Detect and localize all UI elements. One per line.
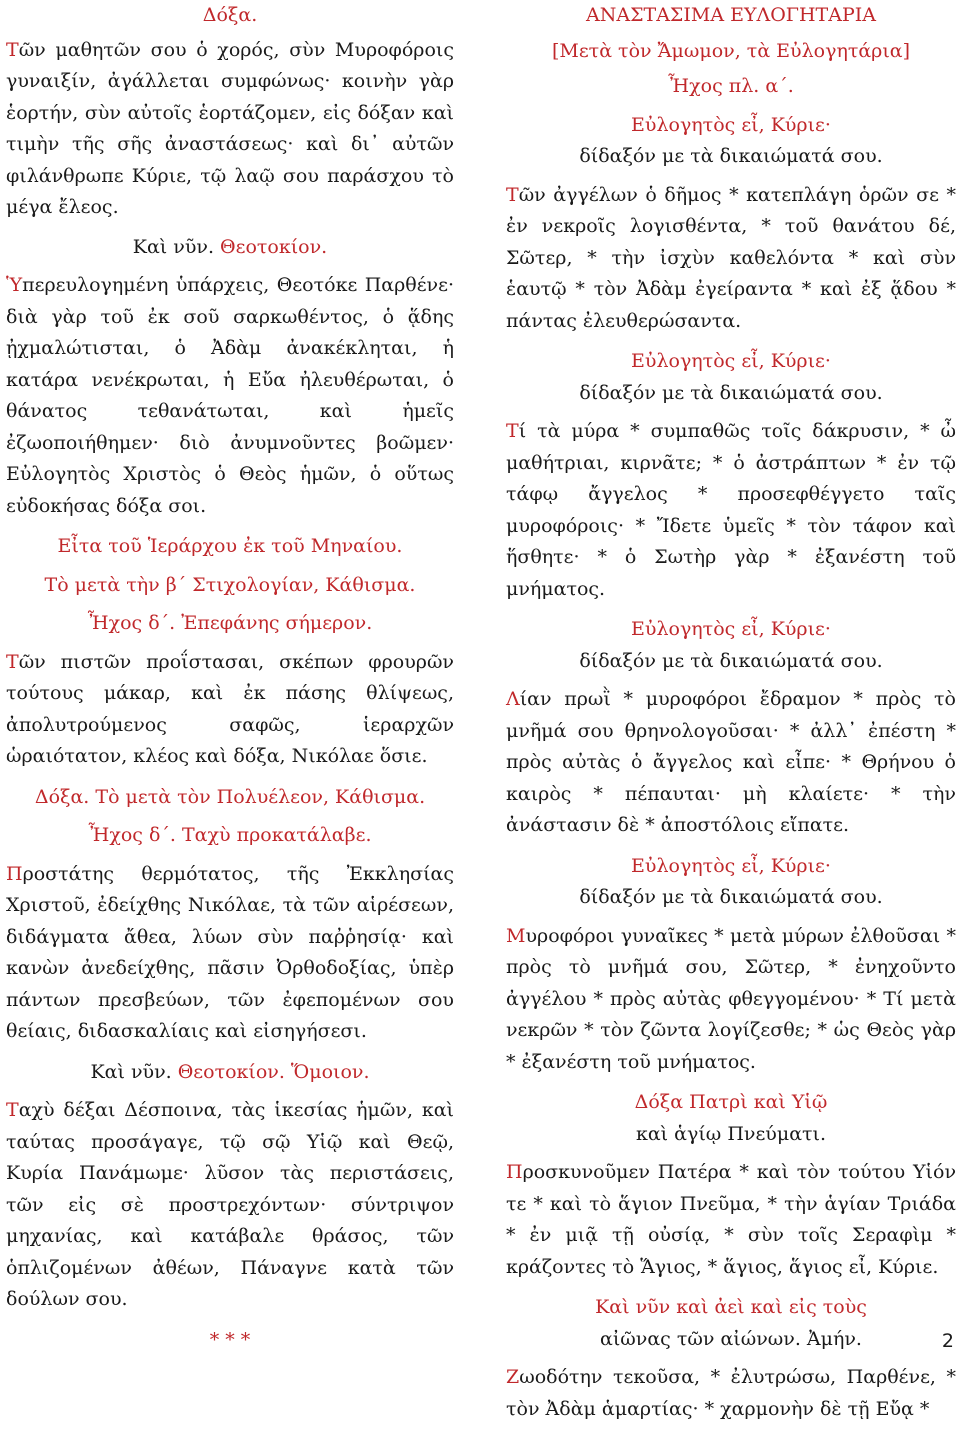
refrain-line-2: δίδαξόν με τὰ δικαιώματά σου.: [579, 886, 883, 908]
paragraph-1: [6, 35, 454, 224]
heading-echos-d: Ἦχος δ´. Ἐπεφάνης σήμερον.: [87, 612, 373, 634]
refrain-line-2: δίδαξόν με τὰ δικαιώματά σου.: [579, 381, 883, 404]
refrain-line-1: Εὐλογητὸς εἶ, Κύριε·: [631, 350, 831, 372]
heading-hierarch: Εἶτα τοῦ Ἱεράρχου ἐκ τοῦ Μηναίου.: [57, 535, 403, 557]
paragraph-text: ροσκυνοῦμεν Πατέρα * καὶ τὸν τούτου Υἱόν τε * καὶ τὸ ἅγιον Πνεῦμα, * τὴν ἁγίαν Τριάδα * ἐν μιᾷ τῇ οὐσίᾳ, * σὺν τοῖς Σεραφὶμ * κράζοντες τὸ Ἅγιος, * ἅγιος, ἅγιος εἶ, Κύριε.: [506, 1161, 956, 1278]
paragraph-text: αχὺ δέξαι Δέσποινα, τὰς ἱκεσίας ἡμῶν, καὶ ταύτας προσάγαγε, τῷ σῷ Υἱῷ καὶ Θεῷ, Κυρία Πανάμωμε· λῦσον τὰς περιστάσεις, τῶν εἰς σὲ προστρεχόντων· σύντριψον μηχανίας, καὶ κατάβαλε θράσος, τῶν ὁπλιζομένων ἀθέων, Πάναγνε κατὰ τῶν δούλων σου.: [6, 1099, 454, 1310]
paragraph-text: ωοδότην τεκοῦσα, * ἐλυτρώσω, Παρθένε, * τὸν Ἀδὰμ ἁμαρτίας· * χαρμονὴν δὲ τῇ Εὔᾳ *: [506, 1366, 956, 1420]
paragraph-text: ῶν μαθητῶν σου ὁ χορός, σὺν Μυροφόροις γυναιξίν, ἀγάλλεται συμφώνως· κοινὴν γὰρ ἑορτήν, σὺν αὐτοῖς ἑορτάζομεν, εἰς δόξαν καὶ τιμὴν τῆς σῆς ἀναστάσεως· καὶ δι᾿ αὐτῶν φιλάνθρωπε Κύριε, τῷ λαῷ σου παράσχου τὸ μέγα ἔλεος.: [6, 38, 454, 218]
refrain-line-1: Εὐλογητὸς εἶ, Κύριε·: [631, 113, 831, 136]
refrain-line-1: Εὐλογητὸς εἶ, Κύριε·: [631, 618, 831, 640]
initial-letter: Τ: [506, 420, 519, 442]
kai-nyn-line-2: αἰῶνας τῶν αἰώνων. Ἀμήν.: [600, 1327, 862, 1350]
refrain-line-1: Εὐλογητὸς εἶ, Κύριε·: [631, 854, 831, 877]
paragraph-2: [6, 270, 454, 522]
refrain-line-2: δίδαξόν με τὰ δικαιώματά σου.: [579, 145, 883, 167]
section-subtitle: [Μετὰ τὸν Ἄμωμον, τὰ Εὐλογητάρια]: [551, 39, 911, 62]
paragraph-text: περευλογημένη ὑπάρχεις, Θεοτόκε Παρθένε· διὰ γὰρ τοῦ ἐκ σοῦ σαρκωθέντος, ὁ ᾅδης ᾐχμαλώτισται, ὁ Ἀδὰμ ἀνακέκληται, ἡ κατάρα νενέκρωται, ἡ Εὔα ἠλευθέρωται, ὁ θάνατος τεθανάτωται, καὶ ἡμεῖς ἐζωοποιήθημεν· διὸ ἀνυμνοῦντες βοῶμεν· Εὐλογητὸς Χριστὸς ὁ Θεὸς ἡμῶν, ὁ οὕτως εὐδοκήσας δόξα σοι.: [6, 274, 454, 517]
paragraph-text: ῶν πιστῶν προΐστασαι, σκέπων φρουρῶν τούτους μάκαρ, καὶ ἐκ πάσης θλίψεως, ἀπολυτρούμενος σαφῶς, ἱεραρχῶν ὡραιότατον, κλέος καὶ δόξα, Νικόλαε ὅσιε.: [6, 650, 454, 767]
paragraph-4: [6, 859, 454, 1048]
heading-echos: Ἦχος πλ. α´.: [668, 75, 794, 97]
doxa-line-1: Δόξα Πατρὶ καὶ Υἱῷ: [634, 1091, 828, 1113]
section-stars: * * *: [209, 1328, 251, 1351]
initial-letter: Τ: [506, 183, 519, 206]
right-column: [506, 0, 956, 1434]
troparion-2: [506, 416, 956, 605]
heading-part: Δόξα.: [34, 785, 90, 808]
heading-red: Θεοτοκίον. Ὅμοιον.: [177, 1060, 370, 1083]
heading-theotokion: [6, 1057, 454, 1089]
paragraph-text: ῶν ἀγγέλων ὁ δῆμος * κατεπλάγη ὁρῶν σε * ἐν νεκροῖς λογισθέντα, * τοῦ θανάτου δέ, Σῶτερ, * τὴν ἰσχὺν καθελόντα * καὶ σὺν ἑαυτῷ * τὸν Ἀδὰμ ἐγείραντα * καὶ ἐξ ᾅδου * πάντας ἐλευθερώσαντα.: [506, 183, 956, 332]
heading-echos-d-2: Ἦχος δ´. Ταχὺ προκατάλαβε.: [88, 824, 372, 846]
troparion-6: [506, 1362, 956, 1425]
page-number: 2: [941, 1329, 954, 1352]
left-column: [6, 0, 454, 1363]
troparion-5: [506, 1157, 956, 1283]
paragraph-text: ί τὰ μύρα * συμπαθῶς τοῖς δάκρυσιν, * ὦ μαθήτριαι, κιρνᾶτε; * ὁ ἀστράπτων * ἐν τῷ τάφῳ ἄγγελος * προσεφθέγγετο ταῖς μυροφόροις· * Ἴδετε ὑμεῖς * τὸν τάφον καὶ ἥσθητε· * ὁ Σωτὴρ γὰρ * ἐξανέστη τοῦ μνήματος.: [506, 420, 956, 600]
section-title: ΑΝΑΣΤΑΣΙΜΑ ΕΥΛΟΓΗΤΑΡΙΑ: [586, 4, 876, 26]
initial-letter: Τ: [6, 38, 19, 61]
initial-letter: Ζ: [506, 1366, 520, 1388]
heading-red: Θεοτοκίον.: [220, 235, 328, 258]
paragraph-text: υροφόροι γυναῖκες * μετὰ μύρων ἐλθοῦσαι * πρὸς τὸ μνῆμά σου, Σῶτερ, * ἐνηχοῦντο ἀγγέλου * πρὸς αὐτὰς φθεγγομένου· * Τί μετὰ νεκρῶν * τὸν ζῶντα λογίζεσθε; * ὡς Θεὸς γὰρ * ἐξανέστη τοῦ μνήματος.: [506, 924, 956, 1073]
initial-letter: Ὑ: [6, 274, 23, 296]
doxa-line-2: καὶ ἁγίῳ Πνεύματι.: [635, 1122, 827, 1145]
heading-black: Καὶ νῦν.: [90, 1060, 172, 1083]
initial-letter: Μ: [506, 924, 526, 947]
paragraph-text: ροστάτης θερμότατος, τῆς Ἐκκλησίας Χριστοῦ, ἐδείχθης Νικόλαε, τὰ τῶν αἱρέσεων, διδάγματα ἄθεα, λύων σὺν παῤῥησίᾳ· καὶ κανὼν ἀνεδείχθης, πᾶσιν Ὀρθοδοξίας, ὑπὲρ πάντων πρεσβεύων, τῶν ἐφεπομένων σου θείαις, διδασκαλίαις καὶ εἰσηγήσεσι.: [6, 862, 454, 1042]
heading-red: Τὸ μετὰ τὸν Πολυέλεον, Κάθισμα.: [95, 785, 426, 808]
refrain-line-2: δίδαξόν με τὰ δικαιώματά σου.: [579, 649, 883, 672]
initial-letter: Π: [6, 862, 23, 885]
troparion-1: [506, 180, 956, 338]
initial-letter: Τ: [6, 650, 19, 673]
troparion-3: [506, 684, 956, 842]
heading-doxa-polyeleos: [6, 782, 454, 814]
initial-letter: Π: [506, 1161, 523, 1183]
heading-kathisma: Τὸ μετὰ τὴν β´ Στιχολογίαν, Κάθισμα.: [44, 573, 416, 596]
heading-black: Καὶ νῦν.: [132, 235, 214, 258]
troparion-4: [506, 921, 956, 1079]
initial-letter: Τ: [6, 1099, 19, 1121]
paragraph-5: [6, 1095, 454, 1316]
paragraph-text: ίαν πρωῒ * μυροφόροι ἔδραμον * πρὸς τὸ μνῆμά σου θρηνολογοῦσαι· * ἀλλ᾿ ἐπέστη * πρὸς αὐτὰς ὁ ἄγγελος καὶ εἶπε· * Θρήνου ὁ καιρὸς * πέπαυται· μὴ κλαίετε· * τὴν ἀνάστασιν δὲ * ἀποστόλοις εἴπατε.: [506, 688, 956, 836]
kai-nyn-line-1: Καὶ νῦν καὶ ἀεὶ καὶ εἰς τοὺς: [595, 1296, 867, 1318]
initial-letter: Λ: [506, 688, 520, 710]
heading-doxa: Δόξα.: [202, 4, 258, 26]
paragraph-3: [6, 647, 454, 773]
heading-kai-nyn: [6, 232, 454, 264]
